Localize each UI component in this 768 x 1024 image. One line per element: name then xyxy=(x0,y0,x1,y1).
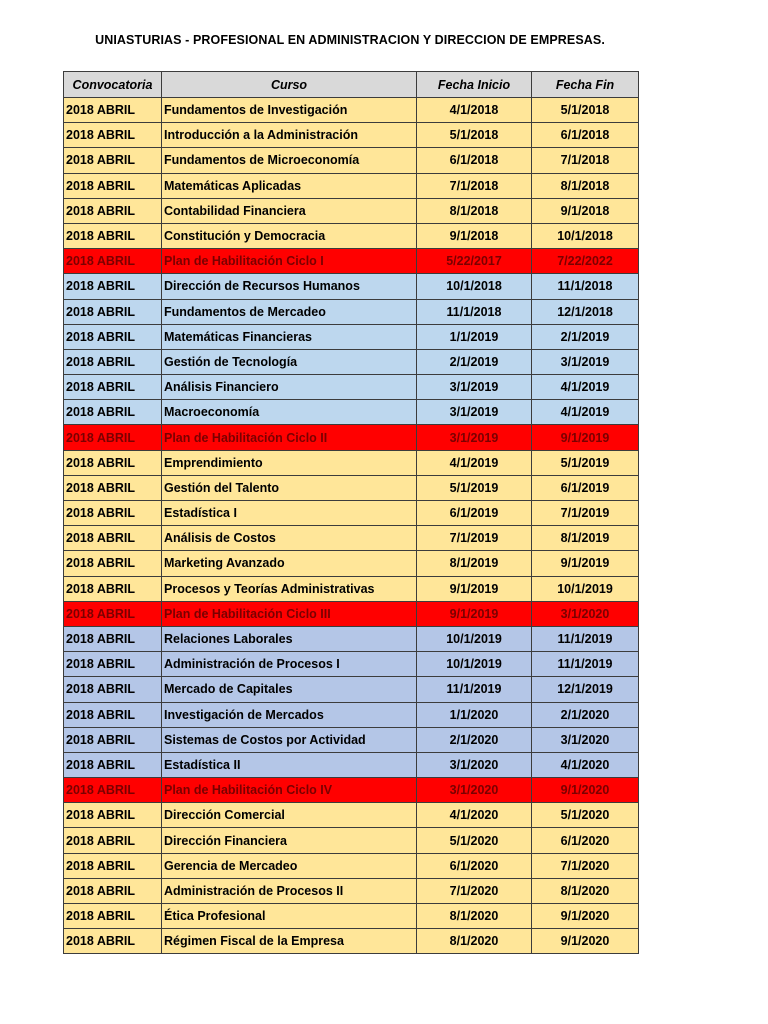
cell-curso: Procesos y Teorías Administrativas xyxy=(162,576,417,601)
cell-curso: Dirección de Recursos Humanos xyxy=(162,274,417,299)
cell-curso: Marketing Avanzado xyxy=(162,551,417,576)
cell-fecha-fin: 9/1/2018 xyxy=(532,198,639,223)
cell-fecha-fin: 7/1/2020 xyxy=(532,853,639,878)
cell-curso: Administración de Procesos II xyxy=(162,878,417,903)
cell-curso: Gerencia de Mercadeo xyxy=(162,853,417,878)
cell-convocatoria: 2018 ABRIL xyxy=(64,652,162,677)
cell-fecha-fin: 3/1/2020 xyxy=(532,727,639,752)
cell-fecha-inicio: 4/1/2019 xyxy=(417,450,532,475)
table-row xyxy=(64,123,639,148)
cell-fecha-inicio: 2/1/2020 xyxy=(417,727,532,752)
cell-fecha-fin: 9/1/2020 xyxy=(532,904,639,929)
cell-fecha-inicio: 9/1/2019 xyxy=(417,601,532,626)
cell-curso: Emprendimiento xyxy=(162,450,417,475)
header-fecha-fin: Fecha Fin xyxy=(532,72,639,98)
table-row xyxy=(64,375,639,400)
cell-curso: Estadística II xyxy=(162,752,417,777)
cell-convocatoria: 2018 ABRIL xyxy=(64,123,162,148)
cell-convocatoria: 2018 ABRIL xyxy=(64,778,162,803)
cell-fecha-inicio: 8/1/2020 xyxy=(417,904,532,929)
cell-convocatoria: 2018 ABRIL xyxy=(64,375,162,400)
cell-fecha-inicio: 4/1/2018 xyxy=(417,98,532,123)
cell-curso: Contabilidad Financiera xyxy=(162,198,417,223)
cell-curso: Estadística I xyxy=(162,501,417,526)
table-row xyxy=(64,526,639,551)
cell-curso: Análisis Financiero xyxy=(162,375,417,400)
cell-fecha-fin: 8/1/2020 xyxy=(532,878,639,903)
cell-fecha-fin: 8/1/2018 xyxy=(532,173,639,198)
table-row xyxy=(64,828,639,853)
cell-convocatoria: 2018 ABRIL xyxy=(64,526,162,551)
cell-convocatoria: 2018 ABRIL xyxy=(64,601,162,626)
cell-fecha-inicio: 5/1/2019 xyxy=(417,475,532,500)
cell-convocatoria: 2018 ABRIL xyxy=(64,475,162,500)
cell-fecha-fin: 4/1/2019 xyxy=(532,400,639,425)
table-row xyxy=(64,551,639,576)
cell-curso: Macroeconomía xyxy=(162,400,417,425)
cell-fecha-fin: 11/1/2018 xyxy=(532,274,639,299)
cell-curso: Mercado de Capitales xyxy=(162,677,417,702)
cell-fecha-fin: 9/1/2019 xyxy=(532,425,639,450)
table-row xyxy=(64,274,639,299)
cell-fecha-inicio: 11/1/2019 xyxy=(417,677,532,702)
cell-fecha-fin: 6/1/2018 xyxy=(532,123,639,148)
cell-curso: Fundamentos de Microeconomía xyxy=(162,148,417,173)
cell-convocatoria: 2018 ABRIL xyxy=(64,727,162,752)
cell-fecha-fin: 2/1/2020 xyxy=(532,702,639,727)
cell-curso: Régimen Fiscal de la Empresa xyxy=(162,929,417,954)
cell-fecha-fin: 6/1/2019 xyxy=(532,475,639,500)
cell-fecha-inicio: 1/1/2019 xyxy=(417,324,532,349)
table-row xyxy=(64,803,639,828)
cell-fecha-fin: 6/1/2020 xyxy=(532,828,639,853)
cell-fecha-inicio: 11/1/2018 xyxy=(417,299,532,324)
cell-fecha-inicio: 7/1/2019 xyxy=(417,526,532,551)
table-body xyxy=(64,98,639,954)
cell-convocatoria: 2018 ABRIL xyxy=(64,501,162,526)
table-row xyxy=(64,878,639,903)
cell-convocatoria: 2018 ABRIL xyxy=(64,576,162,601)
cell-curso: Plan de Habilitación Ciclo I xyxy=(162,249,417,274)
cell-convocatoria: 2018 ABRIL xyxy=(64,929,162,954)
cell-convocatoria: 2018 ABRIL xyxy=(64,198,162,223)
cell-fecha-fin: 7/1/2018 xyxy=(532,148,639,173)
header-convocatoria: Convocatoria xyxy=(64,72,162,98)
cell-curso: Plan de Habilitación Ciclo II xyxy=(162,425,417,450)
table-row xyxy=(64,677,639,702)
cell-fecha-inicio: 3/1/2019 xyxy=(417,425,532,450)
table-row xyxy=(64,727,639,752)
cell-convocatoria: 2018 ABRIL xyxy=(64,324,162,349)
cell-curso: Gestión de Tecnología xyxy=(162,349,417,374)
cell-fecha-inicio: 5/22/2017 xyxy=(417,249,532,274)
cell-curso: Dirección Financiera xyxy=(162,828,417,853)
cell-convocatoria: 2018 ABRIL xyxy=(64,223,162,248)
cell-fecha-fin: 5/1/2020 xyxy=(532,803,639,828)
cell-fecha-inicio: 8/1/2018 xyxy=(417,198,532,223)
cell-curso: Análisis de Costos xyxy=(162,526,417,551)
cell-fecha-fin: 7/22/2022 xyxy=(532,249,639,274)
cell-convocatoria: 2018 ABRIL xyxy=(64,828,162,853)
course-schedule-table xyxy=(63,71,639,954)
table-row xyxy=(64,349,639,374)
table-row xyxy=(64,425,639,450)
cell-fecha-fin: 7/1/2019 xyxy=(532,501,639,526)
cell-fecha-inicio: 7/1/2020 xyxy=(417,878,532,903)
cell-fecha-fin: 8/1/2019 xyxy=(532,526,639,551)
cell-fecha-inicio: 8/1/2019 xyxy=(417,551,532,576)
cell-fecha-inicio: 9/1/2018 xyxy=(417,223,532,248)
table-row xyxy=(64,601,639,626)
cell-fecha-inicio: 6/1/2020 xyxy=(417,853,532,878)
table-row xyxy=(64,98,639,123)
cell-fecha-fin: 3/1/2020 xyxy=(532,601,639,626)
cell-convocatoria: 2018 ABRIL xyxy=(64,173,162,198)
table-row xyxy=(64,223,639,248)
cell-curso: Plan de Habilitación Ciclo III xyxy=(162,601,417,626)
cell-fecha-fin: 4/1/2020 xyxy=(532,752,639,777)
cell-curso: Administración de Procesos I xyxy=(162,652,417,677)
table-row xyxy=(64,702,639,727)
cell-curso: Fundamentos de Investigación xyxy=(162,98,417,123)
cell-convocatoria: 2018 ABRIL xyxy=(64,148,162,173)
cell-curso: Plan de Habilitación Ciclo IV xyxy=(162,778,417,803)
document-title: UNIASTURIAS - PROFESIONAL EN ADMINISTRACION Y DIRECCION DE EMPRESAS. xyxy=(95,33,605,47)
table-row xyxy=(64,501,639,526)
header-fecha-inicio: Fecha Inicio xyxy=(417,72,532,98)
cell-curso: Introducción a la Administración xyxy=(162,123,417,148)
table-row xyxy=(64,778,639,803)
cell-fecha-inicio: 2/1/2019 xyxy=(417,349,532,374)
table-row xyxy=(64,324,639,349)
cell-fecha-fin: 10/1/2018 xyxy=(532,223,639,248)
cell-curso: Gestión del Talento xyxy=(162,475,417,500)
cell-fecha-inicio: 6/1/2018 xyxy=(417,148,532,173)
cell-fecha-inicio: 1/1/2020 xyxy=(417,702,532,727)
table-row xyxy=(64,299,639,324)
cell-fecha-fin: 9/1/2020 xyxy=(532,929,639,954)
cell-convocatoria: 2018 ABRIL xyxy=(64,752,162,777)
header-curso: Curso xyxy=(162,72,417,98)
cell-fecha-fin: 5/1/2018 xyxy=(532,98,639,123)
cell-fecha-fin: 3/1/2019 xyxy=(532,349,639,374)
table-row xyxy=(64,249,639,274)
cell-fecha-inicio: 7/1/2018 xyxy=(417,173,532,198)
cell-convocatoria: 2018 ABRIL xyxy=(64,702,162,727)
cell-convocatoria: 2018 ABRIL xyxy=(64,677,162,702)
cell-fecha-inicio: 10/1/2018 xyxy=(417,274,532,299)
cell-convocatoria: 2018 ABRIL xyxy=(64,274,162,299)
cell-fecha-inicio: 3/1/2019 xyxy=(417,400,532,425)
table-row xyxy=(64,576,639,601)
table-row xyxy=(64,475,639,500)
cell-fecha-inicio: 5/1/2020 xyxy=(417,828,532,853)
cell-fecha-inicio: 5/1/2018 xyxy=(417,123,532,148)
table-row xyxy=(64,173,639,198)
table-row xyxy=(64,853,639,878)
cell-fecha-fin: 10/1/2019 xyxy=(532,576,639,601)
cell-convocatoria: 2018 ABRIL xyxy=(64,551,162,576)
cell-convocatoria: 2018 ABRIL xyxy=(64,249,162,274)
cell-fecha-inicio: 8/1/2020 xyxy=(417,929,532,954)
cell-fecha-fin: 9/1/2019 xyxy=(532,551,639,576)
cell-fecha-fin: 5/1/2019 xyxy=(532,450,639,475)
cell-fecha-inicio: 3/1/2019 xyxy=(417,375,532,400)
cell-fecha-inicio: 4/1/2020 xyxy=(417,803,532,828)
table-row xyxy=(64,752,639,777)
cell-fecha-inicio: 6/1/2019 xyxy=(417,501,532,526)
table-row xyxy=(64,652,639,677)
cell-fecha-inicio: 3/1/2020 xyxy=(417,778,532,803)
cell-convocatoria: 2018 ABRIL xyxy=(64,904,162,929)
cell-fecha-inicio: 10/1/2019 xyxy=(417,652,532,677)
table-row xyxy=(64,198,639,223)
cell-curso: Dirección Comercial xyxy=(162,803,417,828)
cell-fecha-fin: 4/1/2019 xyxy=(532,375,639,400)
cell-fecha-inicio: 10/1/2019 xyxy=(417,626,532,651)
cell-fecha-fin: 9/1/2020 xyxy=(532,778,639,803)
table-row xyxy=(64,626,639,651)
cell-curso: Relaciones Laborales xyxy=(162,626,417,651)
cell-fecha-fin: 2/1/2019 xyxy=(532,324,639,349)
table-row xyxy=(64,148,639,173)
cell-convocatoria: 2018 ABRIL xyxy=(64,853,162,878)
cell-convocatoria: 2018 ABRIL xyxy=(64,878,162,903)
cell-fecha-fin: 12/1/2019 xyxy=(532,677,639,702)
cell-convocatoria: 2018 ABRIL xyxy=(64,450,162,475)
cell-convocatoria: 2018 ABRIL xyxy=(64,626,162,651)
cell-curso: Constitución y Democracia xyxy=(162,223,417,248)
cell-fecha-fin: 11/1/2019 xyxy=(532,626,639,651)
cell-curso: Fundamentos de Mercadeo xyxy=(162,299,417,324)
table-row xyxy=(64,400,639,425)
cell-curso: Matemáticas Aplicadas xyxy=(162,173,417,198)
cell-convocatoria: 2018 ABRIL xyxy=(64,425,162,450)
cell-curso: Ética Profesional xyxy=(162,904,417,929)
cell-convocatoria: 2018 ABRIL xyxy=(64,803,162,828)
cell-fecha-fin: 12/1/2018 xyxy=(532,299,639,324)
table-row xyxy=(64,450,639,475)
cell-convocatoria: 2018 ABRIL xyxy=(64,400,162,425)
cell-convocatoria: 2018 ABRIL xyxy=(64,98,162,123)
cell-fecha-inicio: 9/1/2019 xyxy=(417,576,532,601)
cell-curso: Sistemas de Costos por Actividad xyxy=(162,727,417,752)
cell-curso: Matemáticas Financieras xyxy=(162,324,417,349)
cell-fecha-inicio: 3/1/2020 xyxy=(417,752,532,777)
header-row xyxy=(64,72,639,98)
table-row xyxy=(64,929,639,954)
cell-curso: Investigación de Mercados xyxy=(162,702,417,727)
table-row xyxy=(64,904,639,929)
cell-fecha-fin: 11/1/2019 xyxy=(532,652,639,677)
cell-convocatoria: 2018 ABRIL xyxy=(64,349,162,374)
cell-convocatoria: 2018 ABRIL xyxy=(64,299,162,324)
